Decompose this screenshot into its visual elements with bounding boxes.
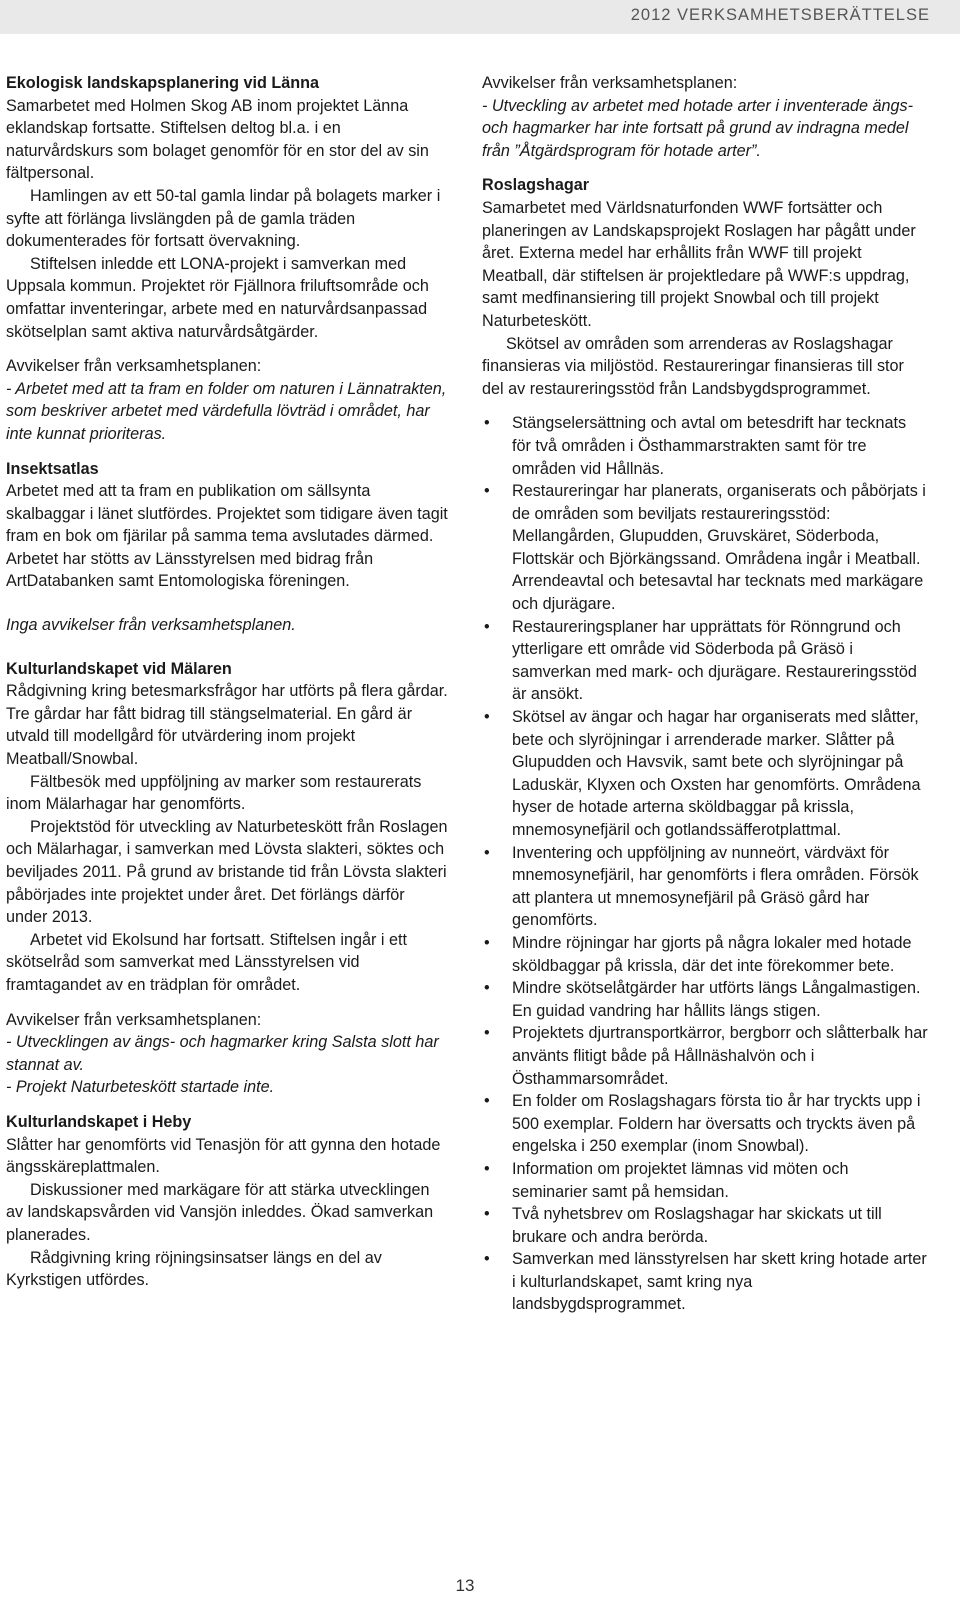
paragraph: Hamlingen av ett 50-tal gamla lindar på bolagets marker i syfte att förlänga livslängden på de gamla träden dokumenterades för fortsatt övervakning. — [6, 186, 441, 251]
roslagshagar-bullet-list — [482, 412, 928, 1316]
section-heading-heby: Kulturlandskapet i Heby — [6, 1112, 192, 1131]
list-item: • Projektets djurtransportkärror, bergborr och slåtterbalk har använts flitigt både på Hållnäshalvön och i Östhammarsområdet. — [482, 1022, 928, 1090]
page-header — [0, 0, 960, 34]
list-item: • Stängselersättning och avtal om betesdrift har tecknats för två områden i Östhammarstrakten samt för tre områden vid Hållnäs. — [482, 412, 928, 480]
paragraph: Samarbetet med Holmen Skog AB inom projektet Länna eklandskap fortsatte. Stiftelsen deltog bl.a. i en naturvårdskurs som bolaget genomför för en stor del av sin fältpersonal. — [6, 96, 429, 183]
list-item: • Information om projektet lämnas vid möten och seminarier samt på hemsidan. — [482, 1158, 928, 1203]
list-item: • En folder om Roslagshagars första tio år har tryckts upp i 500 exemplar. Foldern har översatts och tryckts även på engelska i 250 exemplar (inom Snowbal). — [482, 1090, 928, 1158]
right-column — [482, 72, 928, 1316]
section-heading-malaren: Kulturlandskapet vid Mälaren — [6, 659, 232, 678]
list-item: • Mindre skötselåtgärder har utförts längs Långalmastigen. En guidad vandring har hållits längs stigen. — [482, 977, 928, 1022]
page-number: 13 — [455, 1576, 475, 1595]
left-column — [6, 72, 450, 1292]
section-heading-lanna: Ekologisk landskapsplanering vid Länna — [6, 74, 320, 92]
paragraph: Rådgivning kring betesmarksfrågor har utförts på flera gårdar. Tre gårdar har fått bidrag till stängselmaterial. En gård är utvald till modellgård för utvärdering inom projekt Meatball/Snowbal. — [6, 682, 448, 769]
list-item: • Restaureringsplaner har upprättats för Rönngrund och ytterligare ett område vid Söderboda på Gräsö i samverkan med mark- och djurägare. Restaureringsstöd är ansökt. — [482, 616, 928, 706]
deviation-label: Avvikelser från verksamhetsplanen: — [482, 74, 738, 92]
deviation-label: Avvikelser från verksamhetsplanen: — [6, 1010, 262, 1029]
deviation-item: - Utveckling av arbetet med hotade arter i inventerade ängs- och hagmarker har inte fortsatt på grund av indragna medel från ”Åtgärdsprogram för hotade arter”. — [482, 96, 914, 160]
paragraph: Samarbetet med Världsnaturfonden WWF fortsätter och planeringen av Landskapsprojekt Roslagen har pågått under året. Externa medel har erhållits från WWF till projekt Meatball, där stiftelsen är projektledare på WWF:s uppdrag, samt medfinansiering till projekt Snowbal och till projekt Naturbeteskött. — [482, 198, 916, 330]
list-item: • Restaureringar har planerats, organiserats och påbörjats i de områden som beviljats restaureringsstöd: Mellangården, Glupudden, Gruvskäret, Söderboda, Flottskär och Björkängssand. Områdena ingår i Meatball. Arrendeavtal och betesavtal har tecknats med markägare och djurägare. — [482, 480, 928, 616]
list-item: • Samverkan med länsstyrelsen har skett kring hotade arter i kulturlandskapet, samt kring nya landsbygdsprogrammet. — [482, 1248, 928, 1316]
list-item: • Skötsel av ängar och hagar har organiserats med slåtter, bete och slyröjningar i arrenderade marker. Slåtter på Glupudden och Havsvik, samt bete och slyröjningar på Laduskär, Klyxen och Oxsten har genomförts. Områdena hyser de hotade arterna sköldbaggar på krissla, mnemosynefjäril och gotlandssäfferotplattmal. — [482, 706, 928, 842]
section-heading-insektsatlas: Insektsatlas — [6, 459, 99, 478]
paragraph: Rådgivning kring röjningsinsatser längs en del av Kyrkstigen utfördes. — [6, 1248, 382, 1290]
deviation-note: Inga avvikelser från verksamhetsplanen. — [6, 616, 296, 635]
list-item: • Inventering och uppföljning av nunneört, värdväxt för mnemosynefjäril, har genomförts i flera områden. Försök att plantera ut mnemosynefjäril på Gräsö gård har genomförts. — [482, 842, 928, 932]
paragraph: Skötsel av områden som arrenderas av Roslagshagar finansieras via miljöstöd. Restaureringar finansieras till stor del av restaureringsstöd från Landsbygdsprogrammet. — [482, 334, 904, 398]
paragraph: Stiftelsen inledde ett LONA-projekt i samverkan med Uppsala kommun. Projektet rör Fjällnora friluftsområde och omfattar inventeringar, arbete med en naturvårdsanpassad skötselplan samt aktiva naturvårdsåtgärder. — [6, 254, 429, 341]
section-heading-roslagshagar: Roslagshagar — [482, 176, 590, 195]
deviation-label: Avvikelser från verksamhetsplanen: — [6, 357, 262, 376]
list-item: • Mindre röjningar har gjorts på några lokaler med hotade sköldbaggar på krissla, där det inte förekommer bete. — [482, 932, 928, 977]
paragraph: Arbetet vid Ekolsund har fortsatt. Stiftelsen ingår i ett skötselråd som samverkat med Länsstyrelsen vid framtagandet av en trädplan för området. — [6, 930, 407, 994]
paragraph: Diskussioner med markägare för att stärka utvecklingen av landskapsvården vid Vansjön inleddes. Ökad samverkan planerades. — [6, 1180, 434, 1244]
deviation-item: - Projekt Naturbeteskött startade inte. — [6, 1078, 275, 1097]
header-title: 2012 VERKSAMHETSBERÄTTELSE — [630, 6, 930, 24]
deviation-item: - Utvecklingen av ängs- och hagmarker kring Salsta slott har stannat av. — [6, 1033, 439, 1074]
paragraph: Arbetet med att ta fram en publikation om sällsynta skalbaggar i länet slutfördes. Projektet som tidigare även tagit fram en bok om fjärilar på samma tema avslutades därmed. Arbetet har stötts av Länsstyrelsen med bidrag från ArtDatabanken samt Entomologiska föreningen. — [6, 482, 448, 591]
paragraph: Slåtter har genomförts vid Tenasjön för att gynna den hotade ängsskäreplattmalen. — [6, 1135, 441, 1177]
list-item: • Två nyhetsbrev om Roslagshagar har skickats ut till brukare och andra berörda. — [482, 1203, 928, 1248]
deviation-item: - Arbetet med att ta fram en folder om naturen i Lännatrakten, som beskriver arbetet med värdefulla lövträd i området, har inte kunnat prioriteras. — [6, 379, 447, 443]
paragraph: Projektstöd för utveckling av Naturbeteskött från Roslagen och Mälarhagar, i samverkan med Lövsta slakteri, söktes och beviljades 2011. På grund av bristande tid från Lövsta slakteri påbörjades inte projektet under året. Det förlängs därför under 2013. — [6, 817, 448, 927]
paragraph: Fältbesök med uppföljning av marker som restaurerats inom Mälarhagar har genomförts. — [6, 772, 422, 814]
